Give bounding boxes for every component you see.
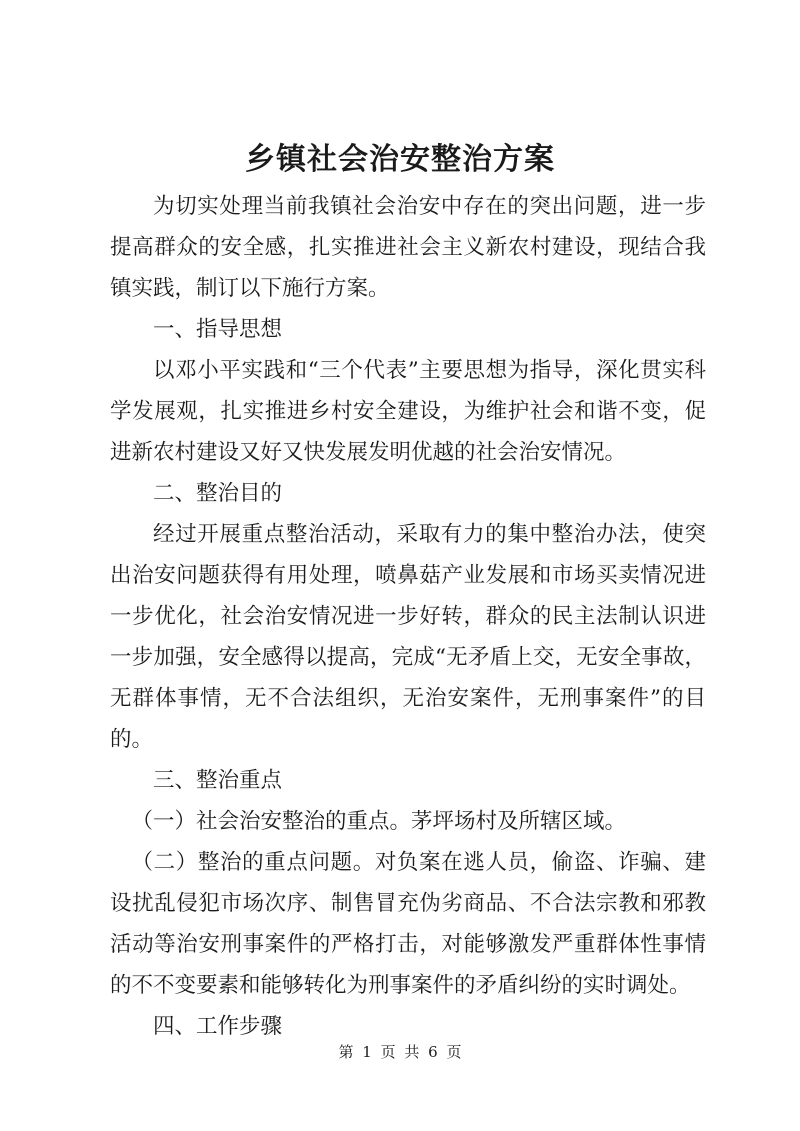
key-point-2-paragraph: （二）整治的重点问题。对负案在逃人员，偷盗、诈骗、建设扰乱侵犯市场次序、制售冒充伪劣商品、不合法宗教和邪教活动等治安刑事案件的严格打击，对能够激发严重群体性事情的不不变要素和能够转化为刑事案件的矛盾纠纷的实时调处。 — [110, 850, 706, 998]
section-heading-key-points: 三、整治重点 — [153, 768, 283, 793]
section-heading-work-steps: 四、工作步骤 — [153, 1014, 283, 1039]
guiding-ideology-paragraph: 以邓小平实践和“三个代表”主要思想为指导，深化贯实科学发展观，扎实推进乡村安全建设，为维护社会和谐不变，促进新农村建设又好又快发展发明优越的社会治安情况。 — [110, 358, 706, 465]
section-heading-objectives: 二、整治目的 — [153, 481, 283, 506]
objectives-paragraph: 经过开展重点整治活动，采取有力的集中整治办法，使突出治安问题获得有用处理，喷鼻菇产业发展和市场买卖情况进一步优化，社会治安情况进一步好转，群众的民主法制认识进一步加强，安全感得以提高，完成“无矛盾上交，无安全事故，无群体事情，无不合法组织，无治安案件，无刑事案件”的目的。 — [110, 522, 706, 752]
intro-paragraph: 为切实处理当前我镇社会治安中存在的突出问题，进一步提高群众的安全感，扎实推进社会主义新农村建设，现结合我镇实践，制订以下施行方案。 — [110, 194, 706, 301]
document-title: 乡镇社会治安整治方案 — [245, 142, 555, 177]
page-number-footer: 第 1 页 共 6 页 — [338, 1043, 462, 1061]
section-heading-guiding-ideology: 一、指导思想 — [153, 317, 283, 342]
key-point-1-paragraph: （一）社会治安整治的重点。茅坪场村及所辖区域。 — [131, 809, 627, 834]
document-body — [110, 186, 706, 1047]
